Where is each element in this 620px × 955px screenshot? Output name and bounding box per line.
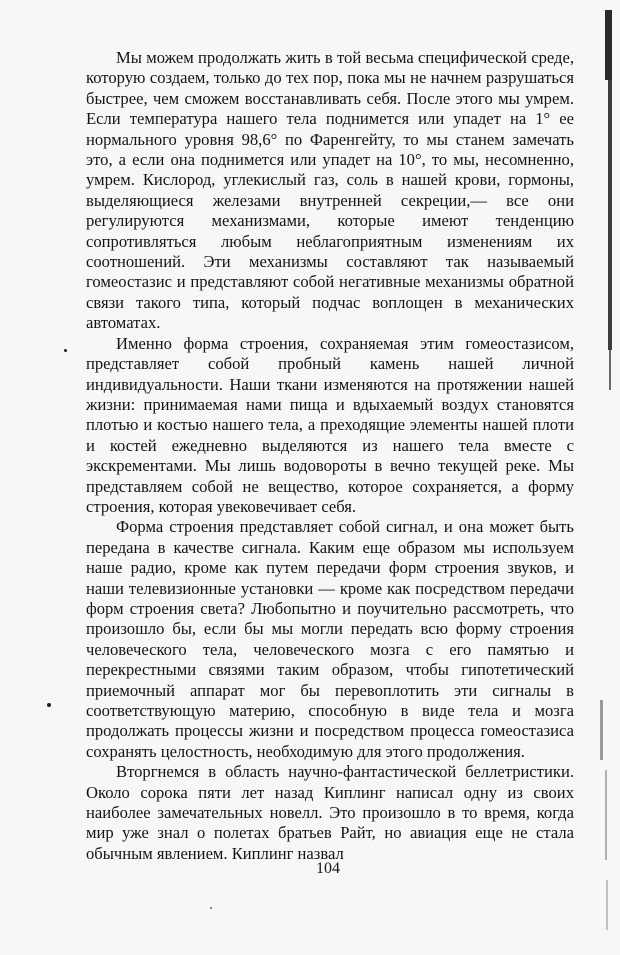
paragraph-signal-transmission: Форма строения представляет собой сигнал, и она может быть передана в качестве сигнала. Каким еще образом мы используем наше радио, кроме как путем передачи форм строения звуков, и наши телевизионные установки — кроме как посредством передачи форм строения света? Любопытно и поучительно рассмотреть, что произошло бы, если бы мы могли передать всю форму строения человеческого тела, человеческого мозга с его памятью и перекрестными связями таким образом, чтобы гипотетический приемочный аппарат мог бы перевоплотить эти сигналы в соответствующую материю, способную в виде тела и мозга продолжать процессы жизни и посредством процесса гомеостазиса сохранять целостность, необходимую для этого продолжения.: [86, 517, 574, 761]
page-number: 104: [316, 860, 340, 877]
binding-edge-shadow: [608, 80, 612, 350]
paragraph-form-of-structure: Именно форма строения, сохраняемая этим гомеостазисом, представляет собой пробный камень нашей личной индивидуальности. Наши ткани изменяются на протяжении нашей жизни: принимаемая нами пища и вдыхаемый воздух становятся плотью и костью нашего тела, а преходящие элементы нашей плоти и костей ежедневно выделяются из нашего тела вместе с экскрементами. Мы лишь водовороты в вечно текущей реке. Мы представляем собой не вещество, которое сохраняется, а форму строения, которая увековечивает себя.: [86, 333, 574, 516]
binding-edge-shadow: [600, 700, 603, 760]
binding-edge-shadow: [606, 880, 608, 930]
scan-speck: [64, 349, 67, 352]
binding-edge-shadow: [605, 770, 607, 860]
paragraph-homeostasis: Мы можем продолжать жить в той весьма специфической среде, которую создаем, только до тех пор, пока мы не начнем разрушаться быстрее, чем сможем восстанавливать себя. После этого мы умрем. Если температура нашего тела поднимется или упадет на 1° ее нормального уровня 98,6° по Фаренгейту, то мы станем замечать это, а если она поднимется или упадет на 10°, то мы, несомненно, умрем. Кислород, углекислый газ, соль в нашей крови, гормоны, выделяющиеся железами внутренней секреции,— все они регулируются механизмами, которые имеют тенденцию сопротивляться любым неблагоприятным изменениям их соотношений. Эти механизмы составляют так называемый гомеостазис и представляют собой негативные механизмы обратной связи такого типа, который подчас воплощен в механических автоматах.: [86, 48, 574, 333]
scan-speck: [210, 907, 212, 909]
scan-speck: [47, 703, 51, 707]
body-text: [86, 48, 574, 864]
binding-edge-shadow: [605, 10, 612, 80]
binding-edge-shadow: [609, 350, 611, 390]
paragraph-science-fiction: Вторгнемся в область научно-фантастической беллетристики. Около сорока пяти лет назад Киплинг написал одну из своих наиболее замечательных новелл. Это произошло в то время, когда мир уже знал о полетах братьев Райт, но авиация еще не стала обычным явлением. Киплинг назвал: [86, 762, 574, 863]
